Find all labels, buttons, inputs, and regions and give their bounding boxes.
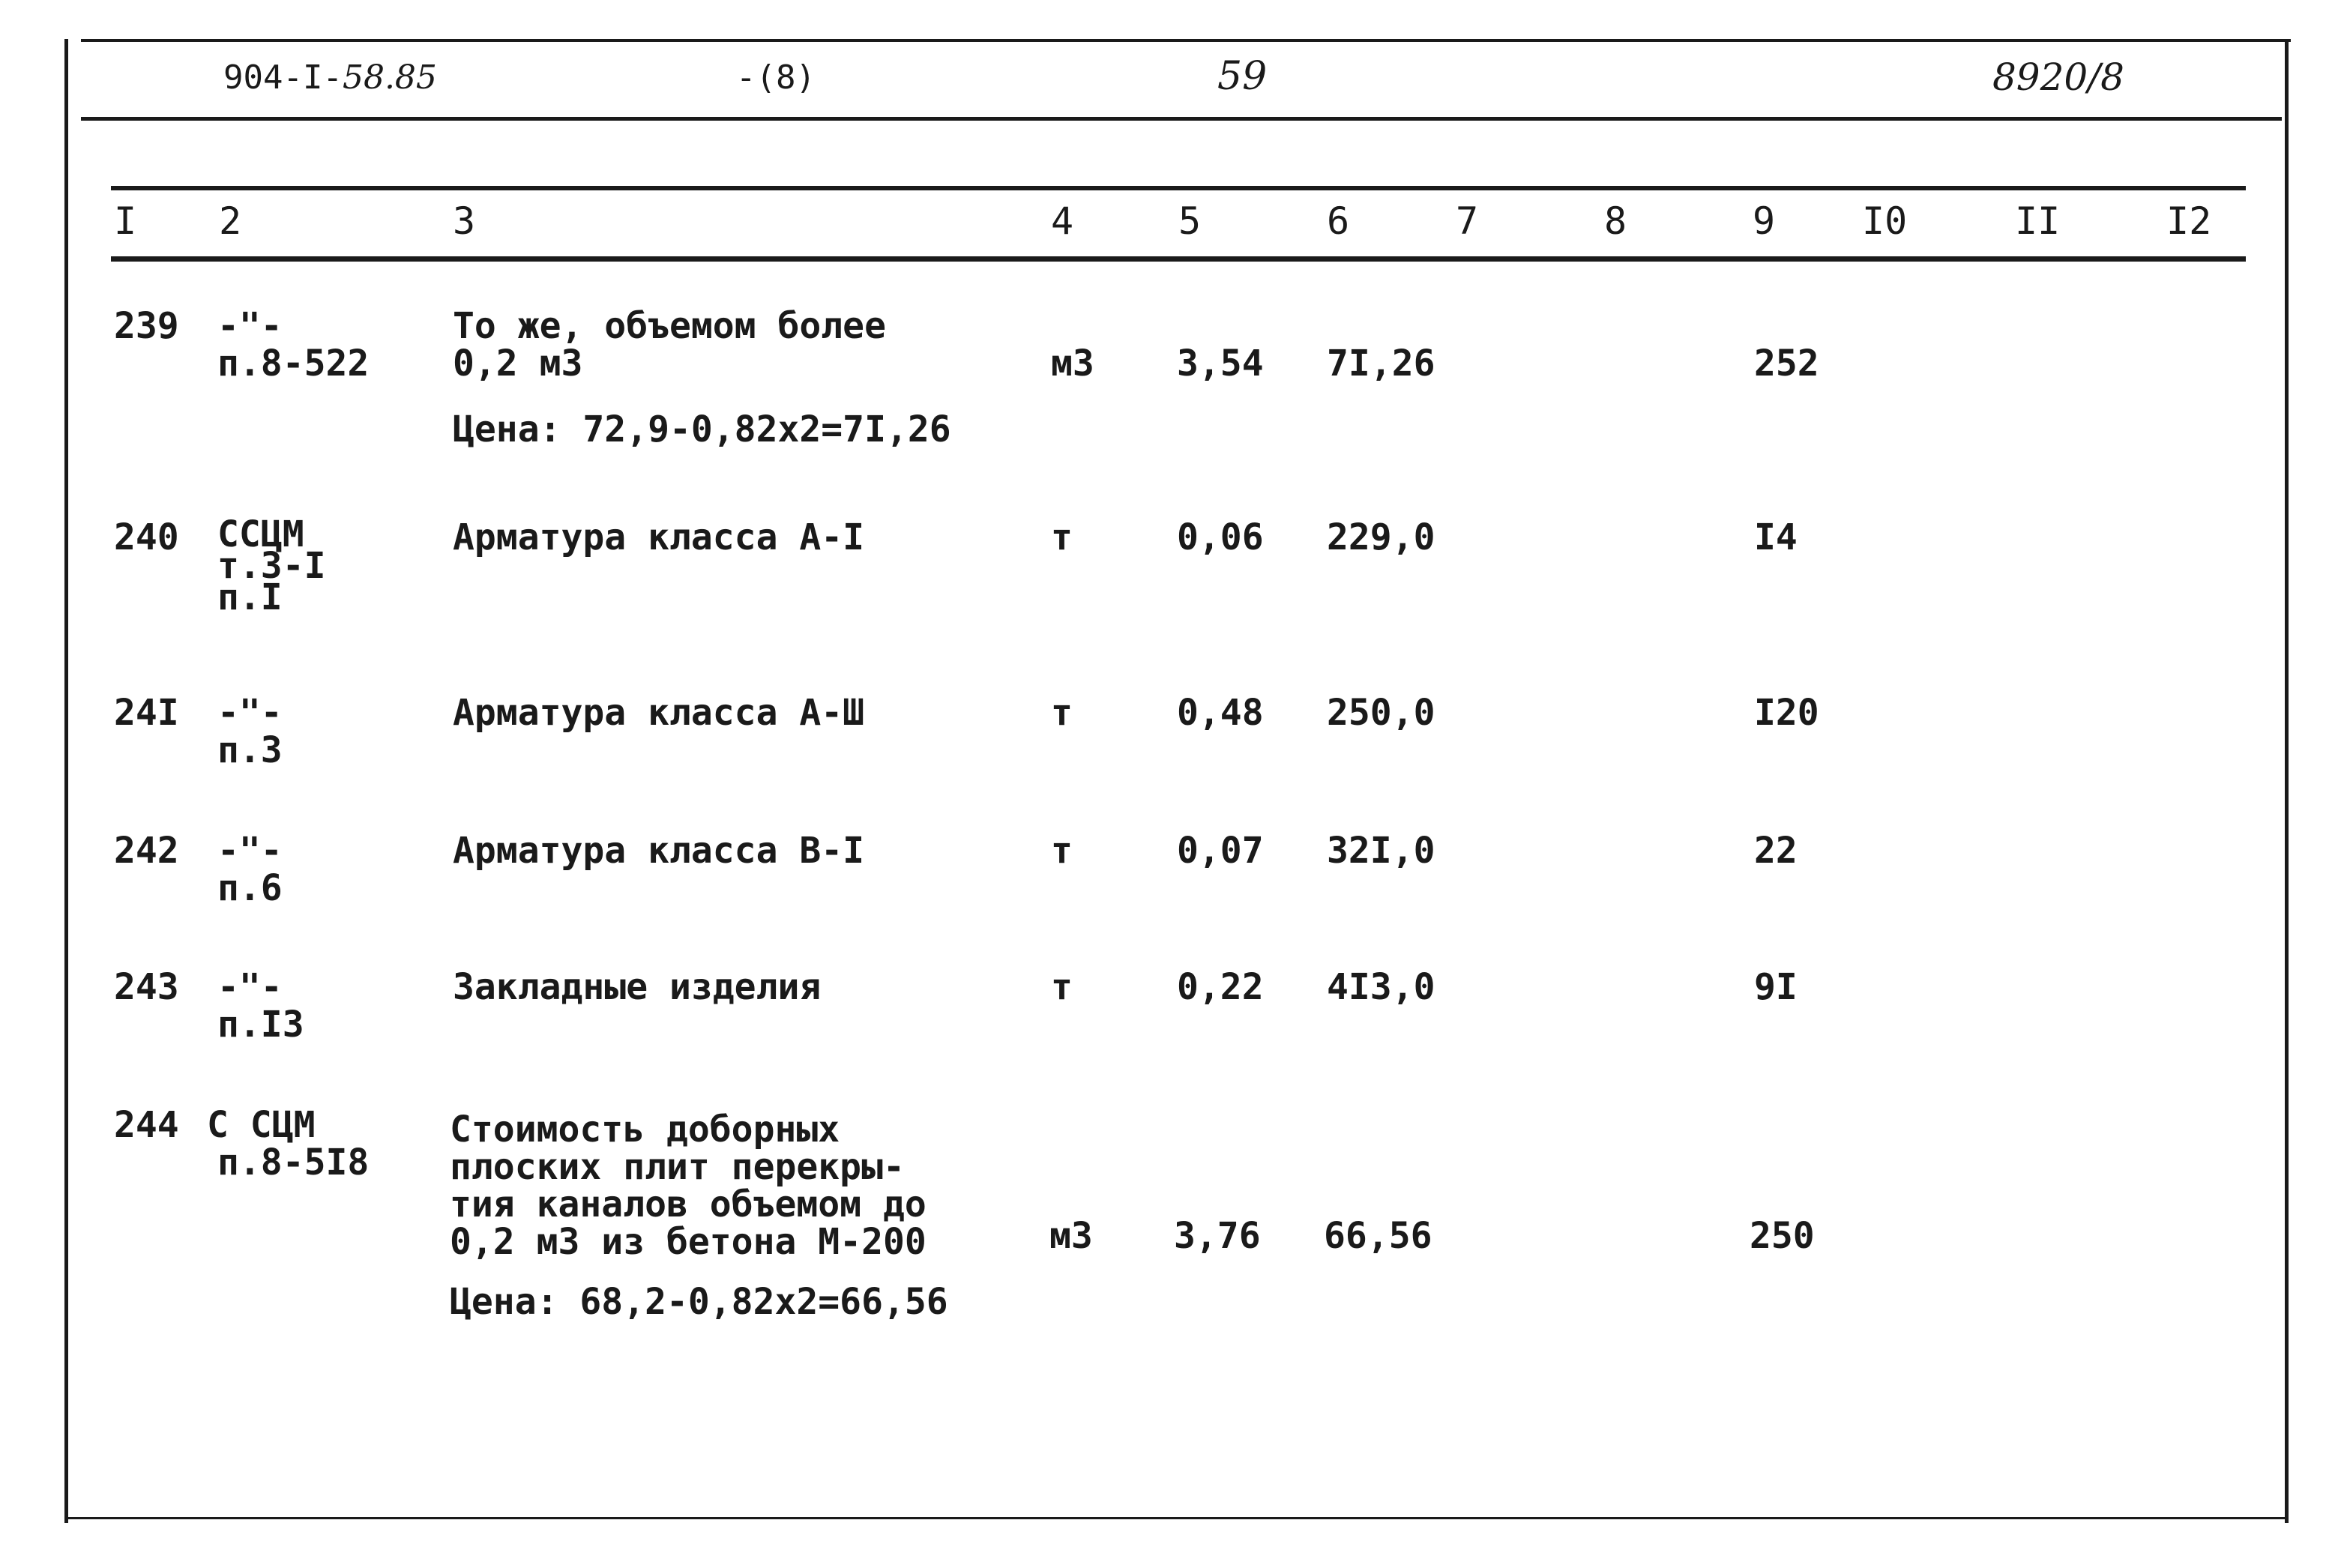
row-description [453, 516, 865, 558]
quantity: 0,22 [1177, 966, 1264, 1008]
column-number: 6 [1327, 199, 1350, 243]
unit: м3 [1049, 1215, 1093, 1257]
row-reference [217, 694, 283, 769]
document-code-typed: 904-I- [223, 58, 343, 97]
column-number: 5 [1178, 199, 1202, 243]
total-cost: I4 [1754, 516, 1798, 558]
row-reference [217, 832, 283, 907]
reference-line: С СЦМ [207, 1104, 316, 1146]
total-cost: 252 [1754, 343, 1819, 385]
price-calculation: Цена: 68,2-0,82x2=66,56 [450, 1281, 948, 1323]
column-number: 2 [219, 199, 242, 243]
unit-price: 66,56 [1324, 1215, 1432, 1257]
reference-line: -"- [217, 966, 283, 1008]
total-cost: 250 [1750, 1215, 1815, 1257]
row-reference [217, 305, 370, 385]
column-number: I [114, 199, 137, 243]
header-divider [81, 117, 2282, 121]
reference-line: -"- [217, 830, 283, 872]
frame-right-border [2285, 39, 2289, 1523]
frame-top-border [81, 39, 2291, 42]
document-code-handwritten: 58.85 [342, 58, 437, 97]
column-number: 4 [1051, 199, 1074, 243]
unit: т [1051, 830, 1073, 872]
row-number: 243 [114, 966, 179, 1008]
description-line: 0,2 м3 из бетона М-200 [450, 1221, 927, 1263]
unit: т [1051, 966, 1073, 1008]
page-number: 59 [1217, 54, 1268, 99]
column-number: 3 [453, 199, 476, 243]
row-description [450, 1111, 927, 1261]
column-number: 7 [1456, 199, 1479, 243]
description-line: Арматура класса В-I [453, 830, 865, 872]
description-line: То же, объемом более [453, 305, 886, 347]
quantity: 0,48 [1177, 692, 1264, 734]
unit-price: 7I,26 [1327, 343, 1435, 385]
row-number: 24I [114, 692, 179, 734]
archive-number: 8920/8 [1992, 55, 2124, 99]
description-line: Арматура класса А-Ш [453, 692, 865, 734]
reference-line: п.8-5I8 [217, 1142, 370, 1183]
description-line: Стоимость доборных [450, 1109, 840, 1151]
reference-line: т.3-I [217, 545, 326, 587]
reference-line: -"- [217, 692, 283, 734]
column-number: 8 [1604, 199, 1627, 243]
unit: т [1051, 692, 1073, 734]
reference-line: п.8-522 [217, 343, 370, 385]
unit: т [1051, 516, 1073, 558]
total-cost: 22 [1754, 830, 1798, 872]
reference-line: ССЦМ [217, 513, 304, 555]
row-description [453, 830, 865, 872]
column-number: I2 [2166, 199, 2212, 243]
reference-line: п.6 [217, 867, 283, 909]
reference-line: -"- [217, 305, 283, 347]
price-calculation: Цена: 72,9-0,82x2=7I,26 [453, 408, 951, 450]
unit-price: 32I,0 [1327, 830, 1435, 872]
row-description [453, 694, 864, 732]
row-number: 240 [114, 516, 179, 558]
column-header-bottom-rule [111, 256, 2246, 262]
row-number: 244 [114, 1104, 179, 1146]
description-line: плоских плит перекры- [450, 1146, 905, 1188]
frame-left-border [64, 39, 68, 1523]
column-number: II [2015, 199, 2061, 243]
unit-price: 250,0 [1327, 692, 1435, 734]
column-header-top-rule [111, 186, 2246, 190]
row-reference [217, 513, 326, 618]
quantity: 0,07 [1177, 830, 1264, 872]
description-line: 0,2 м3 [453, 343, 583, 385]
reference-line: п.I3 [217, 1004, 304, 1046]
reference-line: п.3 [217, 729, 283, 771]
row-description [453, 305, 886, 385]
quantity: 3,54 [1177, 343, 1264, 385]
description-line: тия каналов объемом до [450, 1183, 927, 1225]
unit-price: 229,0 [1327, 516, 1435, 558]
reference-line: п.I [217, 576, 283, 618]
total-cost: I20 [1754, 692, 1819, 734]
quantity: 0,06 [1177, 516, 1264, 558]
unit-price: 4I3,0 [1327, 966, 1435, 1008]
row-description [453, 968, 821, 1006]
total-cost: 9I [1754, 966, 1798, 1008]
quantity: 3,76 [1174, 1215, 1261, 1257]
row-number: 239 [114, 305, 179, 347]
row-reference [207, 1106, 369, 1181]
description-line: Арматура класса А-I [453, 516, 865, 558]
section-number: -(8) [736, 58, 816, 97]
row-number: 242 [114, 830, 179, 872]
document-code [223, 58, 437, 97]
frame-bottom-border [67, 1517, 2286, 1519]
column-number: 9 [1753, 199, 1776, 243]
unit: м3 [1051, 343, 1094, 385]
row-reference [217, 966, 304, 1046]
description-line: Закладные изделия [453, 966, 822, 1008]
column-number: I0 [1862, 199, 1908, 243]
